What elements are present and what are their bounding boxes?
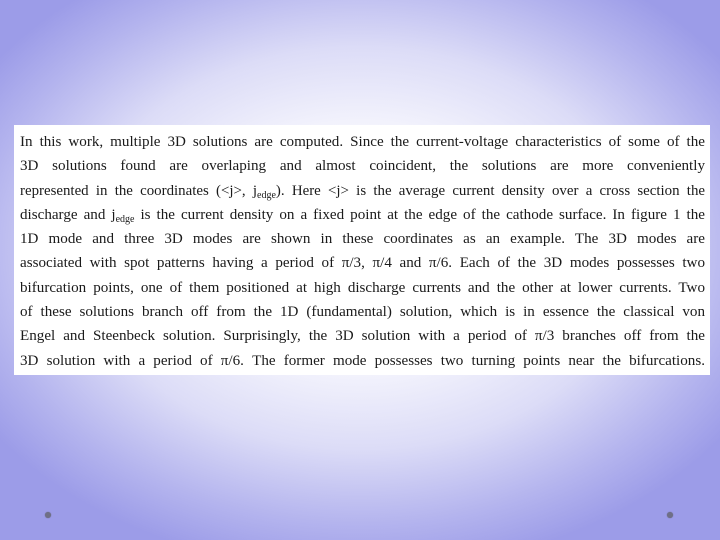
paragraph-line-9 <box>20 324 705 348</box>
line-7-text: bifurcation points, one of them positioned at high discharge currents and the other at lower currents. Two <box>20 279 705 296</box>
paragraph-line-5 <box>20 227 705 251</box>
line-10-text: 3D solution with a period of π/6. The former mode possesses two turning points near the bifurcations. <box>20 352 705 369</box>
text-excerpt-box <box>14 125 710 375</box>
edge-subscript: edge <box>257 189 276 201</box>
line-4-text-a: discharge and j <box>20 206 116 223</box>
paragraph-line-10 <box>20 349 705 373</box>
paragraph-line-7 <box>20 276 705 300</box>
line-9-text: Engel and Steenbeck solution. Surprisingly, the 3D solution with a period of π/3 branches off from the <box>20 328 705 345</box>
line-2-text: 3D solutions found are overlaping and almost coincident, the solutions are more conveniently <box>20 158 705 175</box>
line-3-text-b: ). Here <j> is the average current density over a cross section the <box>275 182 705 199</box>
paragraph-line-8 <box>20 300 705 324</box>
paragraph-line-2 <box>20 154 705 178</box>
line-1-text: In this work, multiple 3D solutions are computed. Since the current-voltage characteristics of some of the <box>20 134 705 150</box>
line-3-text-a: represented in the coordinates (<j>, j <box>20 182 258 199</box>
line-4-text-b: is the current density on a fixed point at the edge of the cathode surface. In figure 1 the <box>134 206 705 223</box>
bullet-dot-right <box>667 512 673 518</box>
line-6-text: associated with spot patterns having a period of π/3, π/4 and π/6. Each of the 3D modes possesses two <box>20 255 705 272</box>
paragraph-line-3 <box>20 179 705 203</box>
line-8-text: of these solutions branch off from the 1D (fundamental) solution, which is in essence the classical von <box>20 304 705 321</box>
edge-subscript: edge <box>115 213 135 225</box>
line-5-text: 1D mode and three 3D modes are shown in these coordinates as an example. The 3D modes are <box>20 231 705 248</box>
paragraph-line-4 <box>20 203 705 227</box>
bullet-dot-left <box>45 512 51 518</box>
paragraph-line-1 <box>20 130 705 154</box>
paragraph-line-6 <box>20 251 705 275</box>
